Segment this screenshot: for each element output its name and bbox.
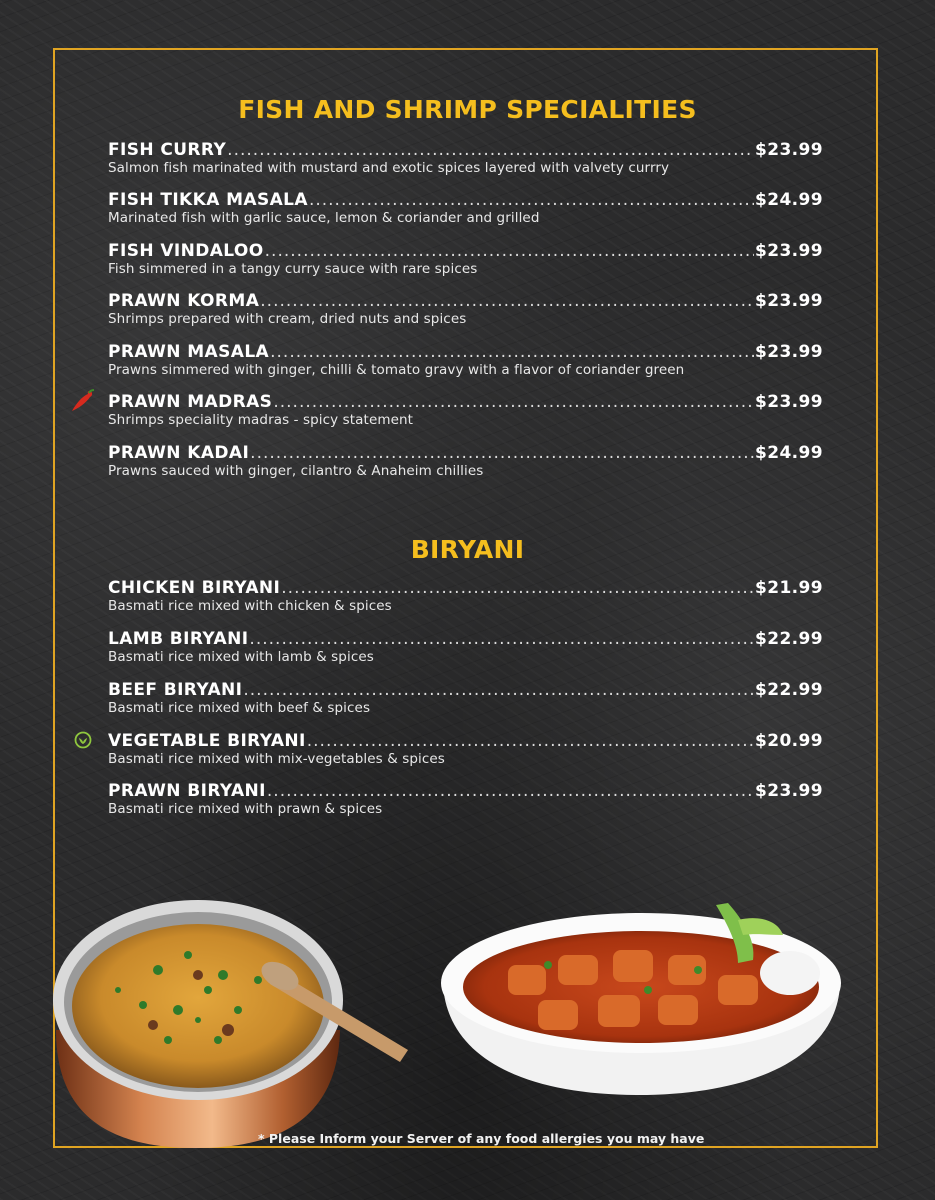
menu-item-vegetable-biryani — [108, 731, 823, 768]
dot-leader — [227, 140, 754, 160]
item-description: Shrimps prepared with cream, dried nuts and spices — [108, 311, 467, 327]
item-description: Basmati rice mixed with chicken & spices — [108, 598, 392, 614]
item-name: LAMB BIRYANI — [108, 629, 249, 649]
item-name: VEGETABLE BIRYANI — [108, 731, 306, 751]
item-price: $23.99 — [754, 342, 823, 362]
dot-leader — [249, 629, 754, 649]
item-name: BEEF BIRYANI — [108, 680, 243, 700]
item-price: $21.99 — [754, 578, 823, 598]
menu-item-prawn-kadai — [108, 443, 823, 480]
item-name: PRAWN KADAI — [108, 443, 250, 463]
item-price: $23.99 — [754, 140, 823, 160]
item-price: $23.99 — [754, 241, 823, 261]
menu-item-prawn-madras — [108, 392, 823, 429]
biryani-copper-bowl-icon — [48, 880, 418, 1155]
chili-pepper-icon — [69, 387, 97, 415]
item-name: PRAWN KORMA — [108, 291, 260, 311]
menu-item-beef-biryani — [108, 680, 823, 717]
item-price: $24.99 — [754, 443, 823, 463]
dot-leader — [273, 392, 754, 412]
item-name: CHICKEN BIRYANI — [108, 578, 281, 598]
menu-item-fish-tikka-masala — [108, 190, 823, 227]
item-description: Shrimps speciality madras - spicy statement — [108, 412, 414, 428]
menu-item-prawn-biryani — [108, 781, 823, 818]
dot-leader — [307, 731, 754, 751]
item-description: Basmati rice mixed with beef & spices — [108, 700, 371, 716]
item-price: $23.99 — [754, 291, 823, 311]
menu-item-lamb-biryani — [108, 629, 823, 666]
item-name: FISH CURRY — [108, 140, 227, 160]
item-name: PRAWN BIRYANI — [108, 781, 266, 801]
item-name: PRAWN MASALA — [108, 342, 270, 362]
vegetarian-leaf-icon — [74, 731, 92, 749]
menu-item-fish-curry — [108, 140, 823, 177]
dot-leader — [260, 291, 754, 311]
item-price: $20.99 — [754, 731, 823, 751]
dot-leader — [270, 342, 754, 362]
section-title-biryani: BIRYANI — [410, 535, 525, 564]
item-description: Salmon fish marinated with mustard and exotic spices layered with valvety currry — [108, 160, 670, 176]
dot-leader — [265, 241, 754, 261]
curry-white-bowl-icon — [438, 895, 848, 1100]
dot-leader — [250, 443, 754, 463]
menu-item-prawn-masala — [108, 342, 823, 379]
dot-leader — [243, 680, 754, 700]
item-name: PRAWN MADRAS — [108, 392, 273, 412]
item-description: Marinated fish with garlic sauce, lemon & coriander and grilled — [108, 210, 540, 226]
allergy-note: * Please Inform your Server of any food allergies you may have — [258, 1131, 705, 1146]
item-price: $23.99 — [754, 392, 823, 412]
item-description: Basmati rice mixed with mix-vegetables & spices — [108, 751, 445, 767]
menu-item-chicken-biryani — [108, 578, 823, 615]
item-price: $22.99 — [754, 629, 823, 649]
section-title-fish-shrimp: FISH AND SHRIMP SPECIALITIES — [238, 95, 697, 124]
menu-item-fish-vindaloo — [108, 241, 823, 278]
item-price: $23.99 — [754, 781, 823, 801]
item-description: Fish simmered in a tangy curry sauce with rare spices — [108, 261, 478, 277]
menu-item-prawn-korma — [108, 291, 823, 328]
item-price: $22.99 — [754, 680, 823, 700]
item-description: Prawns simmered with ginger, chilli & tomato gravy with a flavor of coriander green — [108, 362, 685, 378]
dot-leader — [267, 781, 754, 801]
item-description: Basmati rice mixed with lamb & spices — [108, 649, 374, 665]
item-description: Prawns sauced with ginger, cilantro & Anaheim chillies — [108, 463, 484, 479]
dot-leader — [309, 190, 754, 210]
item-description: Basmati rice mixed with prawn & spices — [108, 801, 383, 817]
item-name: FISH TIKKA MASALA — [108, 190, 308, 210]
item-name: FISH VINDALOO — [108, 241, 264, 261]
item-price: $24.99 — [754, 190, 823, 210]
dot-leader — [281, 578, 754, 598]
